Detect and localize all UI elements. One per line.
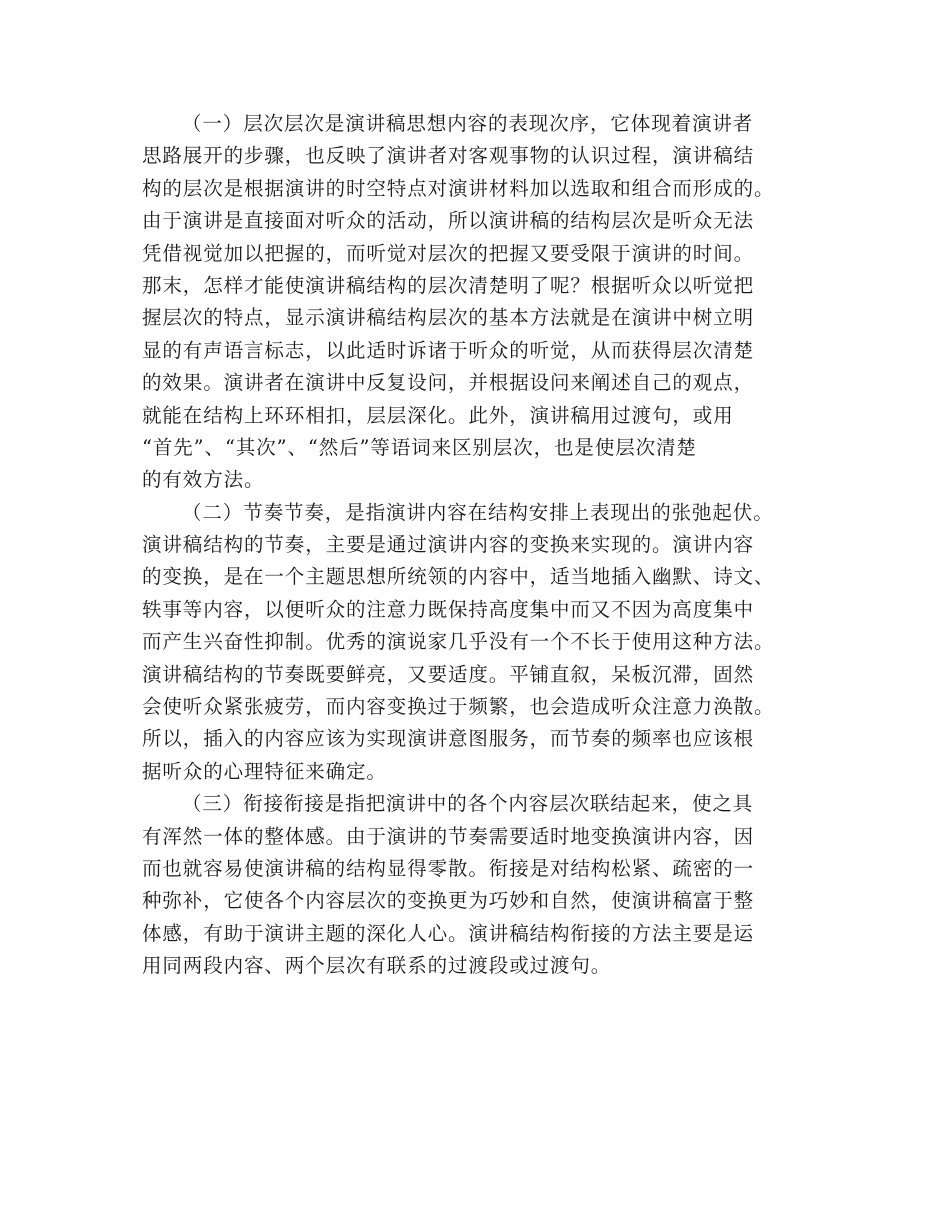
paragraph-levels — [142, 108, 810, 497]
text-line: 所以，插入的内容应该为实现演讲意图服务，而节奏的频率也应该根 — [142, 727, 755, 751]
text-line: 演讲稿结构的节奏，主要是通过演讲内容的变换来实现的。演讲内容 — [142, 533, 755, 557]
text-line: 那末，怎样才能使演讲稿结构的层次清楚明了呢？根据听众以听觉把 — [142, 273, 755, 297]
text-line: 据听众的心理特征来确定。 — [142, 759, 387, 783]
text-line: 而也就容易使演讲稿的结构显得零散。衔接是对结构松紧、疏密的一 — [142, 856, 755, 880]
text-line: 思路展开的步骤，也反映了演讲者对客观事物的认识过程，演讲稿结 — [142, 144, 755, 168]
text-line: 凭借视觉加以把握的，而听觉对层次的把握又要受限于演讲的时间。 — [142, 241, 755, 265]
text-line: 的变换，是在一个主题思想所统领的内容中，适当地插入幽默、诗文、 — [142, 565, 775, 589]
text-line: 轶事等内容，以便听众的注意力既保持高度集中而又不因为高度集中 — [142, 597, 755, 621]
text-line: “首先”、“其次”、“然后”等语词来区别层次，也是使层次清楚 — [142, 435, 697, 459]
text-line: 有浑然一体的整体感。由于演讲的节奏需要适时地变换演讲内容，因 — [142, 824, 755, 848]
text-line: 显的有声语言标志，以此适时诉诸于听众的听觉，从而获得层次清楚 — [142, 338, 755, 362]
text-line: 会使听众紧张疲劳，而内容变换过于频繁，也会造成听众注意力涣散。 — [142, 695, 775, 719]
text-line: 就能在结构上环环相扣，层层深化。此外，演讲稿用过渡句，或用 — [142, 403, 734, 427]
text-line: 的有效方法。 — [142, 468, 265, 492]
text-line: 握层次的特点，显示演讲稿结构层次的基本方法就是在演讲中树立明 — [142, 306, 755, 330]
paragraph-rhythm — [142, 497, 810, 789]
text-line: （三）衔接衔接是指把演讲中的各个内容层次联结起来，使之具 — [182, 792, 754, 816]
document-body — [142, 108, 810, 983]
text-line: 构的层次是根据演讲的时空特点对演讲材料加以选取和组合而形成的。 — [142, 176, 775, 200]
text-line: 而产生兴奋性抑制。优秀的演说家几乎没有一个不长于使用这种方法。 — [142, 630, 775, 654]
text-line: 的效果。演讲者在演讲中反复设问，并根据设问来阐述自己的观点， — [142, 371, 755, 395]
text-line: 种弥补，它使各个内容层次的变换更为巧妙和自然，使演讲稿富于整 — [142, 889, 755, 913]
text-line: 演讲稿结构的节奏既要鲜亮，又要适度。平铺直叙，呆板沉滞，固然 — [142, 662, 755, 686]
text-line: （一）层次层次是演讲稿思想内容的表现次序，它体现着演讲者 — [182, 112, 754, 135]
text-line: 用同两段内容、两个层次有联系的过渡段或过渡句。 — [142, 954, 612, 978]
text-line: 体感，有助于演讲主题的深化人心。演讲稿结构衔接的方法主要是运 — [142, 921, 755, 945]
text-line: 由于演讲是直接面对听众的活动，所以演讲稿的结构层次是听众无法 — [142, 209, 755, 233]
text-line: （二）节奏节奏，是指演讲内容在结构安排上表现出的张弛起伏。 — [182, 500, 774, 524]
paragraph-transitions — [142, 788, 810, 982]
